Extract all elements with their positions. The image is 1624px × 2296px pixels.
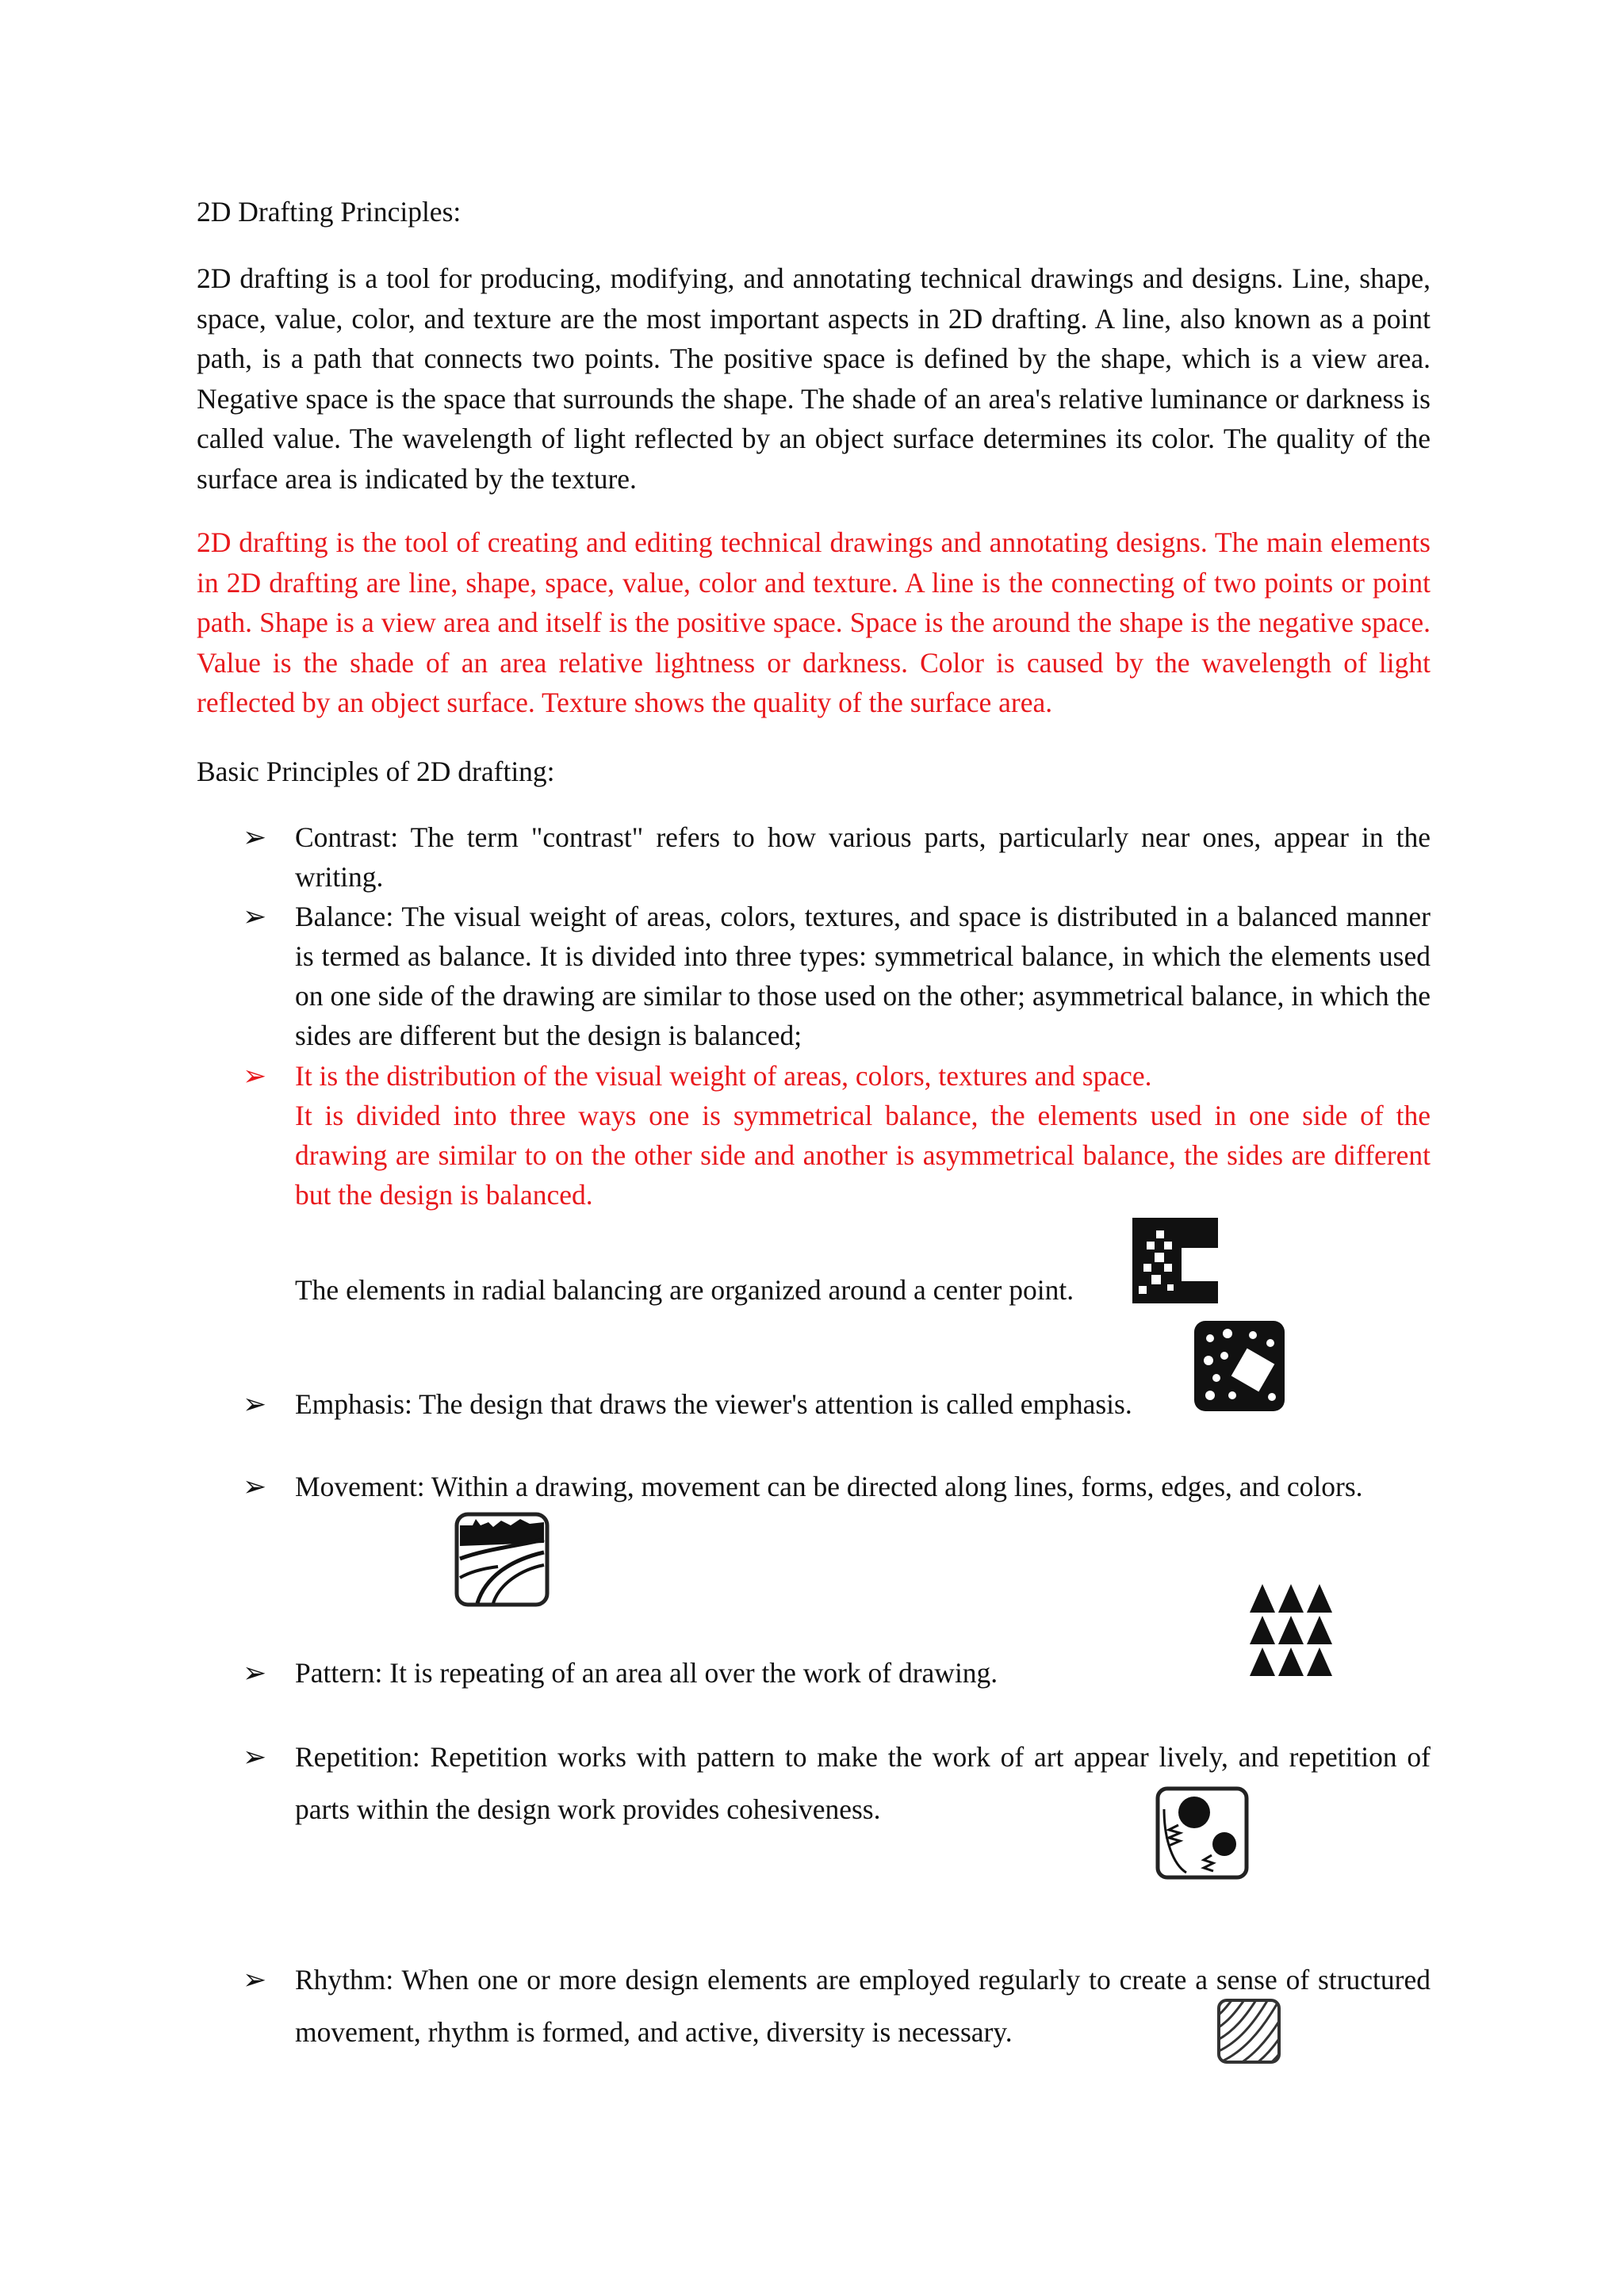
repetition-icon — [1155, 1785, 1250, 1881]
principle-radial: The elements in radial balancing are organized around a center point. — [295, 1274, 1074, 1306]
bullet-icon: ➢ — [243, 1471, 267, 1502]
principle-movement: Movement: Within a drawing, movement can be directed along lines, forms, edges, and colors. — [295, 1471, 1363, 1502]
bullet-icon: ➢ — [243, 1060, 267, 1092]
red-paragraph: 2D drafting is the tool of creating and editing technical drawings and annotating designs. The main elements in 2D drafting are line, shape, space, value, color and texture. A line is the connecting of two points or point path. Shape is a view area and itself is the positive space. Space is the around the shape is the negative space. Value is the shade of an area relative lightness or darkness. Color is caused by the wavelength of light reflected by an object surface. Texture shows the quality of the surface area. — [197, 526, 1431, 718]
pattern-icon — [1248, 1581, 1334, 1678]
principle-repetition: Repetition: Repetition works with pattern to make the work of art appear lively, and repetition of parts within the design work provides cohesiveness. — [295, 1741, 1431, 1825]
document-page — [197, 0, 1431, 2296]
intro-paragraph: 2D drafting is a tool for producing, modifying, and annotating technical drawings and designs. Line, shape, space, value, color, and texture are the most important aspects in 2D drafting. A line, also known as a point path, is a path that connects two points. The positive space is defined by the shape, which is a view area. Negative space is the space that surrounds the shape. The shade of an area's relative luminance or darkness is called value. The wavelength of light reflected by an object surface determines its color. The quality of the surface area is indicated by the texture. — [197, 262, 1431, 495]
basic-principles-heading: Basic Principles of 2D drafting: — [197, 756, 555, 787]
principle-balance-red-2: It is divided into three ways one is symmetrical balance, the elements used in one side of the drawing are similar to on the other side and another is asymmetrical balance, the sides are different but the design is balanced. — [295, 1100, 1431, 1211]
radial-balance-icon — [1132, 1218, 1218, 1303]
bullet-icon: ➢ — [243, 1657, 267, 1689]
rhythm-icon — [1216, 1998, 1281, 2064]
principle-pattern: Pattern: It is repeating of an area all over the work of drawing. — [295, 1657, 998, 1689]
bullet-icon: ➢ — [243, 1388, 267, 1420]
bullet-icon: ➢ — [243, 901, 267, 932]
principle-balance: Balance: The visual weight of areas, colors, textures, and space is distributed in a balanced manner is termed as balance. It is divided into three types: symmetrical balance, in which the elements used on one side of the drawing are similar to those used on the other; asymmetrical balance, in which the sides are different but the design is balanced; — [295, 901, 1431, 1051]
principle-rhythm: Rhythm: When one or more design elements are employed regularly to create a sense of structured movement, rhythm is formed, and active, diversity is necessary. — [295, 1964, 1431, 2048]
principle-balance-red-1: It is the distribution of the visual weight of areas, colors, textures and space. — [295, 1060, 1152, 1092]
emphasis-icon — [1193, 1319, 1286, 1413]
principle-emphasis: Emphasis: The design that draws the viewer's attention is called emphasis. — [295, 1388, 1132, 1420]
bullet-icon: ➢ — [243, 1741, 267, 1773]
bullet-icon: ➢ — [243, 1964, 267, 1996]
bullet-icon: ➢ — [243, 821, 267, 853]
movement-icon — [454, 1511, 550, 1608]
principle-contrast: Contrast: The term "contrast" refers to how various parts, particularly near ones, appear in the writing. — [295, 821, 1431, 893]
page-title: 2D Drafting Principles: — [197, 196, 462, 228]
